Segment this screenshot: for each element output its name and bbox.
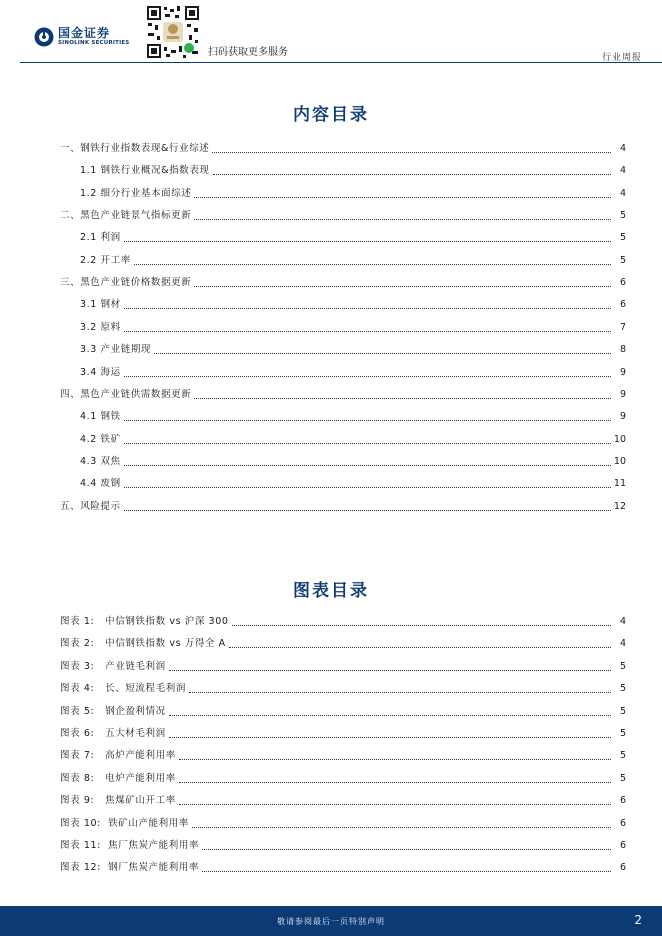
figure-entry-label: 图表 9: 焦煤矿山开工率: [60, 795, 176, 807]
sinolink-logo-icon: [34, 27, 54, 47]
toc-entry[interactable]: [80, 343, 626, 357]
figure-entry-page: 4: [619, 638, 626, 650]
header-divider: [20, 62, 662, 63]
dot-leader: [232, 625, 612, 626]
figure-entry-page: 6: [619, 840, 626, 851]
toc-entry-page: 6: [619, 299, 626, 311]
brand-logo: [34, 27, 129, 47]
dot-leader: [154, 353, 611, 354]
page-number: 2: [634, 913, 642, 927]
page-header: [0, 0, 662, 64]
figure-entry-label: 图表 7: 高炉产能利用率: [60, 750, 176, 762]
toc-entry-label: 2.1 利润: [80, 232, 121, 244]
toc-entry-label: 3.1 钢材: [80, 299, 121, 311]
figure-entry-page: 5: [619, 705, 626, 717]
toc-entry[interactable]: [80, 298, 626, 312]
toc-entry-page: 12: [613, 500, 626, 512]
toc-entry-page: 8: [619, 344, 626, 356]
figure-entry[interactable]: [60, 637, 626, 651]
figure-entry-page: 5: [619, 772, 626, 784]
toc-entry-label: 三、黑色产业链价格数据更新: [60, 277, 192, 289]
toc-entry-page: 4: [619, 187, 626, 199]
toc-entry-label: 4.4 废钢: [80, 478, 121, 490]
figure-entry-page: 5: [619, 683, 626, 695]
toc-entry-page: 5: [619, 254, 626, 266]
figure-entry-label: 图表 4: 长、短流程毛利润: [60, 683, 186, 695]
dot-leader: [194, 286, 611, 287]
dot-leader: [179, 782, 611, 783]
qr-code-icon[interactable]: [145, 4, 201, 60]
figure-entry[interactable]: [60, 660, 626, 674]
figure-entry[interactable]: [60, 772, 626, 786]
figure-entry[interactable]: [60, 794, 626, 808]
dot-leader: [124, 465, 611, 466]
dot-leader: [124, 443, 611, 444]
figure-entry-label: 图表 11: 焦厂焦炭产能利用率: [60, 840, 200, 851]
toc-entry[interactable]: [80, 410, 626, 424]
toc-entry-label: 3.4 海运: [80, 366, 121, 378]
toc-entry-label: 五、风险提示: [60, 500, 121, 512]
dot-leader: [179, 759, 611, 760]
dot-leader: [124, 376, 611, 377]
toc-entry[interactable]: [80, 231, 626, 245]
figure-entry-label: 图表 5: 钢企盈利情况: [60, 705, 166, 717]
toc-entry[interactable]: [60, 209, 626, 223]
figure-entry-label: 图表 12: 钢厂焦炭产能利用率: [60, 862, 200, 874]
report-type-label: 行业周报: [601, 53, 642, 63]
disclaimer-note: 敬请参阅最后一页特别声明: [277, 917, 385, 926]
figure-entry-page: 5: [619, 728, 626, 739]
figure-entry-label: 图表 1: 中信钢铁指数 vs 沪深 300: [60, 616, 229, 627]
toc-entry-page: 11: [613, 478, 626, 490]
dot-leader: [212, 152, 611, 153]
scan-for-services-label: 扫码获取更多服务: [208, 47, 288, 58]
dot-leader: [189, 692, 611, 693]
toc-entry[interactable]: [60, 500, 626, 514]
figure-entry-page: 6: [619, 795, 626, 807]
toc-entry-label: 4.2 铁矿: [80, 433, 121, 445]
toc-entry[interactable]: [60, 142, 626, 156]
toc-entry-page: 4: [619, 143, 626, 154]
dot-leader: [124, 308, 611, 309]
toc-entry-label: 4.1 钢铁: [80, 411, 121, 423]
dot-leader: [169, 715, 611, 716]
toc-entry-page: 6: [619, 277, 626, 289]
figure-entry[interactable]: [60, 727, 626, 741]
dot-leader: [202, 849, 611, 850]
toc-entry-label: 4.3 双焦: [80, 455, 121, 467]
dot-leader: [124, 510, 611, 511]
toc-entry-page: 7: [619, 321, 626, 333]
toc-entry-label: 二、黑色产业链景气指标更新: [60, 210, 192, 222]
figure-entry[interactable]: [60, 749, 626, 763]
toc-entry[interactable]: [80, 366, 626, 380]
toc-entry-page: 5: [619, 232, 626, 244]
toc-entry[interactable]: [60, 388, 626, 402]
toc-entry[interactable]: [80, 254, 626, 268]
figure-entry-label: 图表 3: 产业链毛利润: [60, 660, 166, 672]
figure-entry-label: 图表 8: 电炉产能利用率: [60, 772, 176, 784]
toc-entry-label: 1.1 钢铁行业概况&指数表现: [80, 165, 210, 177]
toc-entry-label: 1.2 细分行业基本面综述: [80, 187, 192, 199]
toc-entry[interactable]: [80, 455, 626, 469]
dot-leader: [213, 174, 611, 175]
figures-title: 图表目录: [293, 581, 369, 601]
dot-leader: [194, 219, 611, 220]
figure-entry-page: 6: [619, 817, 626, 829]
toc-entry-label: 一、钢铁行业指数表现&行业综述: [60, 143, 210, 154]
toc-entry[interactable]: [60, 276, 626, 290]
dot-leader: [134, 264, 611, 265]
dot-leader: [194, 197, 611, 198]
figure-entry[interactable]: [60, 682, 626, 696]
brand-name-cn: 国金证券: [58, 26, 111, 41]
toc-title: 内容目录: [293, 105, 369, 125]
toc-entry[interactable]: [80, 477, 626, 491]
toc-entry[interactable]: [80, 164, 626, 178]
dot-leader: [124, 487, 611, 488]
toc-entry-label: 四、黑色产业链供需数据更新: [60, 388, 192, 400]
toc-entry-label: 3.2 原料: [80, 321, 121, 333]
toc-entry-page: 4: [619, 165, 626, 177]
figure-entry[interactable]: [60, 817, 626, 831]
dot-leader: [202, 871, 611, 872]
toc-entry-page: 9: [619, 411, 626, 423]
toc-entry[interactable]: [80, 321, 626, 335]
page-footer: [0, 906, 662, 936]
toc-entry[interactable]: [80, 433, 626, 447]
figure-entry-label: 图表 10: 铁矿山产能利用率: [60, 817, 189, 829]
toc-entry-page: 9: [619, 388, 626, 400]
toc-entry-page: 10: [613, 433, 626, 445]
dot-leader: [124, 420, 611, 421]
figure-entry[interactable]: [60, 861, 626, 875]
toc-entry-page: 10: [613, 455, 626, 467]
toc-entry-page: 5: [619, 210, 626, 222]
figure-entry[interactable]: [60, 705, 626, 719]
figure-entry-page: 5: [619, 660, 626, 672]
dot-leader: [229, 647, 611, 648]
toc-entry-label: 3.3 产业链期现: [80, 344, 152, 356]
dot-leader: [192, 827, 611, 828]
toc-entry-label: 2.2 开工率: [80, 254, 131, 266]
toc-entry-page: 9: [619, 366, 626, 378]
figure-entry-label: 图表 6: 五大材毛利润: [60, 728, 166, 739]
dot-leader: [179, 804, 611, 805]
dot-leader: [124, 331, 611, 332]
brand-name-en: SINOLINK SECURITIES: [58, 40, 130, 47]
dot-leader: [169, 737, 611, 738]
figure-entry-page: 5: [619, 750, 626, 762]
figure-entry[interactable]: [60, 839, 626, 853]
dot-leader: [194, 398, 611, 399]
dot-leader: [169, 670, 611, 671]
figure-entry-page: 4: [619, 616, 626, 627]
figure-entry-label: 图表 2: 中信钢铁指数 vs 万得全 A: [60, 638, 226, 650]
figure-entry[interactable]: [60, 615, 626, 629]
dot-leader: [124, 241, 611, 242]
figure-entry-page: 6: [619, 862, 626, 874]
toc-entry[interactable]: [80, 187, 626, 201]
